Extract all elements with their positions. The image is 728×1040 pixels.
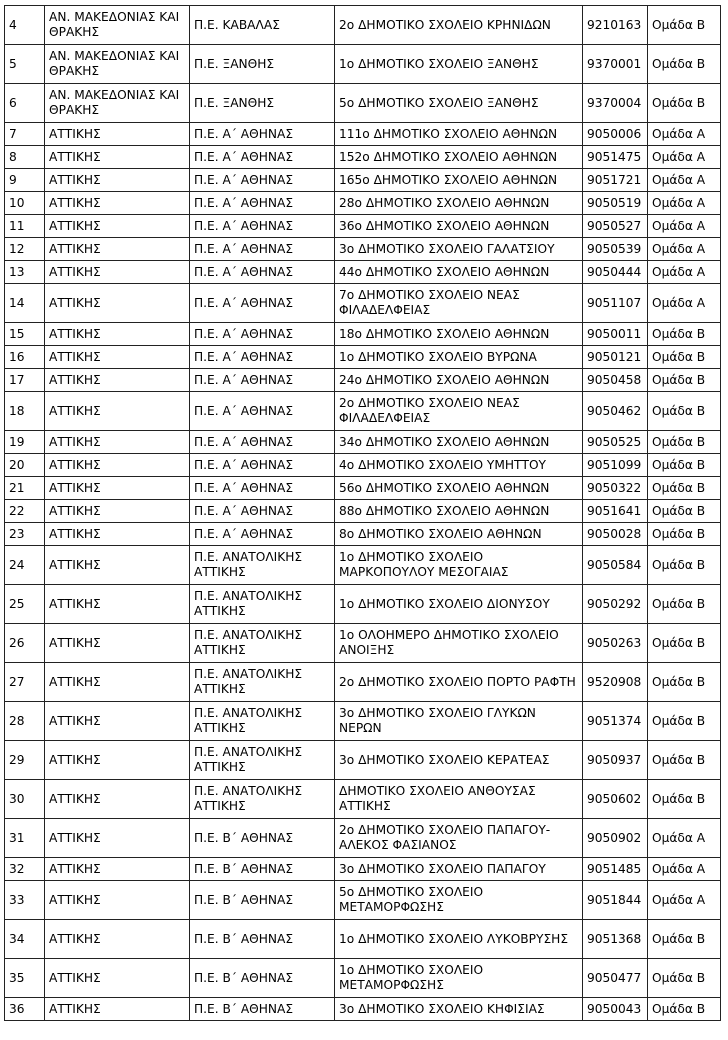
school-code-cell: 9050006: [583, 123, 648, 146]
region-cell: ΑΤΤΙΚΗΣ: [45, 920, 190, 959]
school-name-cell: 1ο ΔΗΜΟΤΙΚΟ ΣΧΟΛΕΙΟ ΞΑΝΘΗΣ: [335, 45, 583, 84]
group-cell: Ομάδα Β: [648, 624, 721, 663]
school-name-cell: 36ο ΔΗΜΟΤΙΚΟ ΣΧΟΛΕΙΟ ΑΘΗΝΩΝ: [335, 215, 583, 238]
region-cell: ΑΤΤΙΚΗΣ: [45, 123, 190, 146]
row-number-cell: 4: [5, 6, 45, 45]
directorate-cell: Π.Ε. Α΄ ΑΘΗΝΑΣ: [190, 146, 335, 169]
school-name-cell: 24ο ΔΗΜΟΤΙΚΟ ΣΧΟΛΕΙΟ ΑΘΗΝΩΝ: [335, 369, 583, 392]
group-cell: Ομάδα Β: [648, 454, 721, 477]
school-code-cell: 9050462: [583, 392, 648, 431]
school-name-cell: 8ο ΔΗΜΟΤΙΚΟ ΣΧΟΛΕΙΟ ΑΘΗΝΩΝ: [335, 523, 583, 546]
group-cell: Ομάδα Α: [648, 192, 721, 215]
table-row: [5, 146, 721, 169]
table-row: [5, 702, 721, 741]
region-cell: ΑΤΤΙΚΗΣ: [45, 624, 190, 663]
region-cell: ΑΤΤΙΚΗΣ: [45, 369, 190, 392]
school-code-cell: 9051721: [583, 169, 648, 192]
row-number-cell: 32: [5, 858, 45, 881]
schools-table: [4, 5, 721, 1021]
table-row: [5, 998, 721, 1021]
schools-table-container: [4, 5, 721, 1021]
school-name-cell: 1ο ΔΗΜΟΤΙΚΟ ΣΧΟΛΕΙΟ ΔΙΟΝΥΣΟΥ: [335, 585, 583, 624]
region-cell: ΑΤΤΙΚΗΣ: [45, 858, 190, 881]
row-number-cell: 12: [5, 238, 45, 261]
row-number-cell: 25: [5, 585, 45, 624]
directorate-cell: Π.Ε. Α΄ ΑΘΗΝΑΣ: [190, 123, 335, 146]
table-row: [5, 500, 721, 523]
school-code-cell: 9051099: [583, 454, 648, 477]
directorate-cell: Π.Ε. Β΄ ΑΘΗΝΑΣ: [190, 920, 335, 959]
school-name-cell: 5ο ΔΗΜΟΤΙΚΟ ΣΧΟΛΕΙΟ ΜΕΤΑΜΟΡΦΩΣΗΣ: [335, 881, 583, 920]
school-code-cell: 9050477: [583, 959, 648, 998]
directorate-cell: Π.Ε. Α΄ ΑΘΗΝΑΣ: [190, 346, 335, 369]
school-name-cell: 2ο ΔΗΜΟΤΙΚΟ ΣΧΟΛΕΙΟ ΝΕΑΣ ΦΙΛΑΔΕΛΦΕΙΑΣ: [335, 392, 583, 431]
school-name-cell: 5ο ΔΗΜΟΤΙΚΟ ΣΧΟΛΕΙΟ ΞΑΝΘΗΣ: [335, 84, 583, 123]
school-code-cell: 9050584: [583, 546, 648, 585]
directorate-cell: Π.Ε. Α΄ ΑΘΗΝΑΣ: [190, 477, 335, 500]
table-row: [5, 123, 721, 146]
region-cell: ΑΤΤΙΚΗΣ: [45, 169, 190, 192]
row-number-cell: 34: [5, 920, 45, 959]
school-code-cell: 9051374: [583, 702, 648, 741]
row-number-cell: 35: [5, 959, 45, 998]
directorate-cell: Π.Ε. Α΄ ΑΘΗΝΑΣ: [190, 169, 335, 192]
school-code-cell: 9051107: [583, 284, 648, 323]
region-cell: ΑΤΤΙΚΗΣ: [45, 998, 190, 1021]
row-number-cell: 21: [5, 477, 45, 500]
region-cell: ΑΤΤΙΚΗΣ: [45, 323, 190, 346]
school-code-cell: 9051368: [583, 920, 648, 959]
table-row: [5, 663, 721, 702]
school-code-cell: 9050937: [583, 741, 648, 780]
school-code-cell: 9051641: [583, 500, 648, 523]
group-cell: Ομάδα Α: [648, 881, 721, 920]
row-number-cell: 16: [5, 346, 45, 369]
school-code-cell: 9050028: [583, 523, 648, 546]
table-row: [5, 84, 721, 123]
group-cell: Ομάδα Β: [648, 369, 721, 392]
group-cell: Ομάδα Β: [648, 741, 721, 780]
row-number-cell: 8: [5, 146, 45, 169]
school-code-cell: 9050458: [583, 369, 648, 392]
school-name-cell: 28ο ΔΗΜΟΤΙΚΟ ΣΧΟΛΕΙΟ ΑΘΗΝΩΝ: [335, 192, 583, 215]
directorate-cell: Π.Ε. ΑΝΑΤΟΛΙΚΗΣ ΑΤΤΙΚΗΣ: [190, 585, 335, 624]
directorate-cell: Π.Ε. Α΄ ΑΘΗΝΑΣ: [190, 523, 335, 546]
region-cell: ΑΤΤΙΚΗΣ: [45, 261, 190, 284]
directorate-cell: Π.Ε. Β΄ ΑΘΗΝΑΣ: [190, 819, 335, 858]
group-cell: Ομάδα Β: [648, 585, 721, 624]
school-name-cell: 1ο ΟΛΟΗΜΕΡΟ ΔΗΜΟΤΙΚΟ ΣΧΟΛΕΙΟ ΑΝΟΙΞΗΣ: [335, 624, 583, 663]
region-cell: ΑΤΤΙΚΗΣ: [45, 546, 190, 585]
row-number-cell: 26: [5, 624, 45, 663]
school-name-cell: 111ο ΔΗΜΟΤΙΚΟ ΣΧΟΛΕΙΟ ΑΘΗΝΩΝ: [335, 123, 583, 146]
group-cell: Ομάδα Α: [648, 146, 721, 169]
region-cell: ΑΤΤΙΚΗΣ: [45, 741, 190, 780]
region-cell: ΑΤΤΙΚΗΣ: [45, 477, 190, 500]
directorate-cell: Π.Ε. Α΄ ΑΘΗΝΑΣ: [190, 454, 335, 477]
row-number-cell: 30: [5, 780, 45, 819]
school-code-cell: 9050519: [583, 192, 648, 215]
directorate-cell: Π.Ε. Β΄ ΑΘΗΝΑΣ: [190, 959, 335, 998]
group-cell: Ομάδα Β: [648, 998, 721, 1021]
region-cell: ΑΤΤΙΚΗΣ: [45, 238, 190, 261]
region-cell: ΑΤΤΙΚΗΣ: [45, 819, 190, 858]
school-name-cell: 1ο ΔΗΜΟΤΙΚΟ ΣΧΟΛΕΙΟ ΜΑΡΚΟΠΟΥΛΟΥ ΜΕΣΟΓΑΙΑΣ: [335, 546, 583, 585]
directorate-cell: Π.Ε. Α΄ ΑΘΗΝΑΣ: [190, 284, 335, 323]
region-cell: ΑΤΤΙΚΗΣ: [45, 881, 190, 920]
region-cell: ΑΤΤΙΚΗΣ: [45, 392, 190, 431]
table-row: [5, 369, 721, 392]
row-number-cell: 6: [5, 84, 45, 123]
group-cell: Ομάδα Β: [648, 323, 721, 346]
region-cell: ΑΤΤΙΚΗΣ: [45, 585, 190, 624]
directorate-cell: Π.Ε. ΞΑΝΘΗΣ: [190, 84, 335, 123]
table-row: [5, 392, 721, 431]
table-row: [5, 819, 721, 858]
directorate-cell: Π.Ε. ΑΝΑΤΟΛΙΚΗΣ ΑΤΤΙΚΗΣ: [190, 702, 335, 741]
table-row: [5, 238, 721, 261]
school-name-cell: 2ο ΔΗΜΟΤΙΚΟ ΣΧΟΛΕΙΟ ΚΡΗΝΙΔΩΝ: [335, 6, 583, 45]
row-number-cell: 13: [5, 261, 45, 284]
region-cell: ΑΤΤΙΚΗΣ: [45, 215, 190, 238]
table-row: [5, 959, 721, 998]
row-number-cell: 31: [5, 819, 45, 858]
row-number-cell: 7: [5, 123, 45, 146]
row-number-cell: 22: [5, 500, 45, 523]
row-number-cell: 9: [5, 169, 45, 192]
school-code-cell: 9050121: [583, 346, 648, 369]
directorate-cell: Π.Ε. Β΄ ΑΘΗΝΑΣ: [190, 881, 335, 920]
group-cell: Ομάδα Β: [648, 500, 721, 523]
school-name-cell: ΔΗΜΟΤΙΚΟ ΣΧΟΛΕΙΟ ΑΝΘΟΥΣΑΣ ΑΤΤΙΚΗΣ: [335, 780, 583, 819]
school-code-cell: 9370004: [583, 84, 648, 123]
table-row: [5, 858, 721, 881]
school-name-cell: 3ο ΔΗΜΟΤΙΚΟ ΣΧΟΛΕΙΟ ΓΑΛΑΤΣΙΟΥ: [335, 238, 583, 261]
row-number-cell: 17: [5, 369, 45, 392]
directorate-cell: Π.Ε. ΑΝΑΤΟΛΙΚΗΣ ΑΤΤΙΚΗΣ: [190, 624, 335, 663]
school-code-cell: 9050011: [583, 323, 648, 346]
table-row: [5, 546, 721, 585]
region-cell: ΑΤΤΙΚΗΣ: [45, 702, 190, 741]
school-code-cell: 9051475: [583, 146, 648, 169]
school-code-cell: 9050444: [583, 261, 648, 284]
directorate-cell: Π.Ε. ΚΑΒΑΛΑΣ: [190, 6, 335, 45]
table-row: [5, 6, 721, 45]
school-code-cell: 9050263: [583, 624, 648, 663]
directorate-cell: Π.Ε. Β΄ ΑΘΗΝΑΣ: [190, 858, 335, 881]
directorate-cell: Π.Ε. ΑΝΑΤΟΛΙΚΗΣ ΑΤΤΙΚΗΣ: [190, 780, 335, 819]
school-name-cell: 44ο ΔΗΜΟΤΙΚΟ ΣΧΟΛΕΙΟ ΑΘΗΝΩΝ: [335, 261, 583, 284]
group-cell: Ομάδα Β: [648, 392, 721, 431]
school-code-cell: 9050043: [583, 998, 648, 1021]
school-name-cell: 3ο ΔΗΜΟΤΙΚΟ ΣΧΟΛΕΙΟ ΓΛΥΚΩΝ ΝΕΡΩΝ: [335, 702, 583, 741]
region-cell: ΑΝ. ΜΑΚΕΔΟΝΙΑΣ ΚΑΙ ΘΡΑΚΗΣ: [45, 84, 190, 123]
table-row: [5, 284, 721, 323]
directorate-cell: Π.Ε. Α΄ ΑΘΗΝΑΣ: [190, 192, 335, 215]
group-cell: Ομάδα Α: [648, 169, 721, 192]
group-cell: Ομάδα Α: [648, 819, 721, 858]
row-number-cell: 29: [5, 741, 45, 780]
directorate-cell: Π.Ε. ΑΝΑΤΟΛΙΚΗΣ ΑΤΤΙΚΗΣ: [190, 663, 335, 702]
table-row: [5, 780, 721, 819]
region-cell: ΑΤΤΙΚΗΣ: [45, 523, 190, 546]
group-cell: Ομάδα Β: [648, 780, 721, 819]
table-row: [5, 45, 721, 84]
region-cell: ΑΤΤΙΚΗΣ: [45, 431, 190, 454]
school-name-cell: 34ο ΔΗΜΟΤΙΚΟ ΣΧΟΛΕΙΟ ΑΘΗΝΩΝ: [335, 431, 583, 454]
group-cell: Ομάδα Β: [648, 546, 721, 585]
region-cell: ΑΤΤΙΚΗΣ: [45, 284, 190, 323]
school-code-cell: 9050525: [583, 431, 648, 454]
school-name-cell: 3ο ΔΗΜΟΤΙΚΟ ΣΧΟΛΕΙΟ ΠΑΠΑΓΟΥ: [335, 858, 583, 881]
school-code-cell: 9520908: [583, 663, 648, 702]
row-number-cell: 24: [5, 546, 45, 585]
school-code-cell: 9050602: [583, 780, 648, 819]
region-cell: ΑΤΤΙΚΗΣ: [45, 500, 190, 523]
directorate-cell: Π.Ε. Α΄ ΑΘΗΝΑΣ: [190, 369, 335, 392]
table-row: [5, 477, 721, 500]
table-row: [5, 169, 721, 192]
school-code-cell: 9050527: [583, 215, 648, 238]
group-cell: Ομάδα Β: [648, 702, 721, 741]
group-cell: Ομάδα Β: [648, 477, 721, 500]
group-cell: Ομάδα Α: [648, 261, 721, 284]
table-row: [5, 624, 721, 663]
school-code-cell: 9370001: [583, 45, 648, 84]
school-name-cell: 165ο ΔΗΜΟΤΙΚΟ ΣΧΟΛΕΙΟ ΑΘΗΝΩΝ: [335, 169, 583, 192]
region-cell: ΑΤΤΙΚΗΣ: [45, 454, 190, 477]
table-row: [5, 192, 721, 215]
directorate-cell: Π.Ε. Α΄ ΑΘΗΝΑΣ: [190, 215, 335, 238]
region-cell: ΑΤΤΙΚΗΣ: [45, 146, 190, 169]
school-name-cell: 1ο ΔΗΜΟΤΙΚΟ ΣΧΟΛΕΙΟ ΒΥΡΩΝΑ: [335, 346, 583, 369]
row-number-cell: 5: [5, 45, 45, 84]
school-code-cell: 9050902: [583, 819, 648, 858]
region-cell: ΑΝ. ΜΑΚΕΔΟΝΙΑΣ ΚΑΙ ΘΡΑΚΗΣ: [45, 6, 190, 45]
row-number-cell: 11: [5, 215, 45, 238]
row-number-cell: 28: [5, 702, 45, 741]
school-code-cell: 9050292: [583, 585, 648, 624]
group-cell: Ομάδα Β: [648, 663, 721, 702]
school-code-cell: 9050322: [583, 477, 648, 500]
row-number-cell: 19: [5, 431, 45, 454]
school-name-cell: 7ο ΔΗΜΟΤΙΚΟ ΣΧΟΛΕΙΟ ΝΕΑΣ ΦΙΛΑΔΕΛΦΕΙΑΣ: [335, 284, 583, 323]
row-number-cell: 36: [5, 998, 45, 1021]
group-cell: Ομάδα Β: [648, 45, 721, 84]
school-name-cell: 3ο ΔΗΜΟΤΙΚΟ ΣΧΟΛΕΙΟ ΚΕΡΑΤΕΑΣ: [335, 741, 583, 780]
school-code-cell: 9050539: [583, 238, 648, 261]
school-code-cell: 9051844: [583, 881, 648, 920]
school-code-cell: 9051485: [583, 858, 648, 881]
table-row: [5, 346, 721, 369]
group-cell: Ομάδα Β: [648, 6, 721, 45]
directorate-cell: Π.Ε. Α΄ ΑΘΗΝΑΣ: [190, 238, 335, 261]
region-cell: ΑΤΤΙΚΗΣ: [45, 780, 190, 819]
school-name-cell: 56ο ΔΗΜΟΤΙΚΟ ΣΧΟΛΕΙΟ ΑΘΗΝΩΝ: [335, 477, 583, 500]
directorate-cell: Π.Ε. ΑΝΑΤΟΛΙΚΗΣ ΑΤΤΙΚΗΣ: [190, 546, 335, 585]
region-cell: ΑΤΤΙΚΗΣ: [45, 663, 190, 702]
school-name-cell: 18ο ΔΗΜΟΤΙΚΟ ΣΧΟΛΕΙΟ ΑΘΗΝΩΝ: [335, 323, 583, 346]
directorate-cell: Π.Ε. ΞΑΝΘΗΣ: [190, 45, 335, 84]
school-name-cell: 3ο ΔΗΜΟΤΙΚΟ ΣΧΟΛΕΙΟ ΚΗΦΙΣΙΑΣ: [335, 998, 583, 1021]
directorate-cell: Π.Ε. ΑΝΑΤΟΛΙΚΗΣ ΑΤΤΙΚΗΣ: [190, 741, 335, 780]
table-row: [5, 261, 721, 284]
table-row: [5, 215, 721, 238]
school-name-cell: 2ο ΔΗΜΟΤΙΚΟ ΣΧΟΛΕΙΟ ΠΑΠΑΓΟΥ-ΑΛΕΚΟΣ ΦΑΣΙΑΝΟΣ: [335, 819, 583, 858]
group-cell: Ομάδα Β: [648, 959, 721, 998]
directorate-cell: Π.Ε. Α΄ ΑΘΗΝΑΣ: [190, 323, 335, 346]
table-row: [5, 431, 721, 454]
table-row: [5, 454, 721, 477]
table-row: [5, 585, 721, 624]
school-code-cell: 9210163: [583, 6, 648, 45]
group-cell: Ομάδα Β: [648, 920, 721, 959]
region-cell: ΑΤΤΙΚΗΣ: [45, 346, 190, 369]
table-row: [5, 741, 721, 780]
row-number-cell: 33: [5, 881, 45, 920]
directorate-cell: Π.Ε. Β΄ ΑΘΗΝΑΣ: [190, 998, 335, 1021]
group-cell: Ομάδα Β: [648, 431, 721, 454]
region-cell: ΑΤΤΙΚΗΣ: [45, 959, 190, 998]
table-row: [5, 323, 721, 346]
table-row: [5, 920, 721, 959]
group-cell: Ομάδα Α: [648, 284, 721, 323]
row-number-cell: 14: [5, 284, 45, 323]
group-cell: Ομάδα Β: [648, 346, 721, 369]
school-name-cell: 4ο ΔΗΜΟΤΙΚΟ ΣΧΟΛΕΙΟ ΥΜΗΤΤΟΥ: [335, 454, 583, 477]
group-cell: Ομάδα Β: [648, 523, 721, 546]
table-row: [5, 881, 721, 920]
row-number-cell: 27: [5, 663, 45, 702]
schools-table-body: [5, 6, 721, 1021]
directorate-cell: Π.Ε. Α΄ ΑΘΗΝΑΣ: [190, 431, 335, 454]
row-number-cell: 20: [5, 454, 45, 477]
region-cell: ΑΝ. ΜΑΚΕΔΟΝΙΑΣ ΚΑΙ ΘΡΑΚΗΣ: [45, 45, 190, 84]
school-name-cell: 88ο ΔΗΜΟΤΙΚΟ ΣΧΟΛΕΙΟ ΑΘΗΝΩΝ: [335, 500, 583, 523]
school-name-cell: 1ο ΔΗΜΟΤΙΚΟ ΣΧΟΛΕΙΟ ΛΥΚΟΒΡΥΣΗΣ: [335, 920, 583, 959]
row-number-cell: 15: [5, 323, 45, 346]
group-cell: Ομάδα Α: [648, 123, 721, 146]
region-cell: ΑΤΤΙΚΗΣ: [45, 192, 190, 215]
row-number-cell: 18: [5, 392, 45, 431]
group-cell: Ομάδα Α: [648, 858, 721, 881]
directorate-cell: Π.Ε. Α΄ ΑΘΗΝΑΣ: [190, 392, 335, 431]
directorate-cell: Π.Ε. Α΄ ΑΘΗΝΑΣ: [190, 261, 335, 284]
school-name-cell: 1ο ΔΗΜΟΤΙΚΟ ΣΧΟΛΕΙΟ ΜΕΤΑΜΟΡΦΩΣΗΣ: [335, 959, 583, 998]
table-row: [5, 523, 721, 546]
row-number-cell: 10: [5, 192, 45, 215]
group-cell: Ομάδα Β: [648, 84, 721, 123]
group-cell: Ομάδα Α: [648, 215, 721, 238]
school-name-cell: 2ο ΔΗΜΟΤΙΚΟ ΣΧΟΛΕΙΟ ΠΟΡΤΟ ΡΑΦΤΗ: [335, 663, 583, 702]
school-name-cell: 152ο ΔΗΜΟΤΙΚΟ ΣΧΟΛΕΙΟ ΑΘΗΝΩΝ: [335, 146, 583, 169]
group-cell: Ομάδα Α: [648, 238, 721, 261]
directorate-cell: Π.Ε. Α΄ ΑΘΗΝΑΣ: [190, 500, 335, 523]
row-number-cell: 23: [5, 523, 45, 546]
